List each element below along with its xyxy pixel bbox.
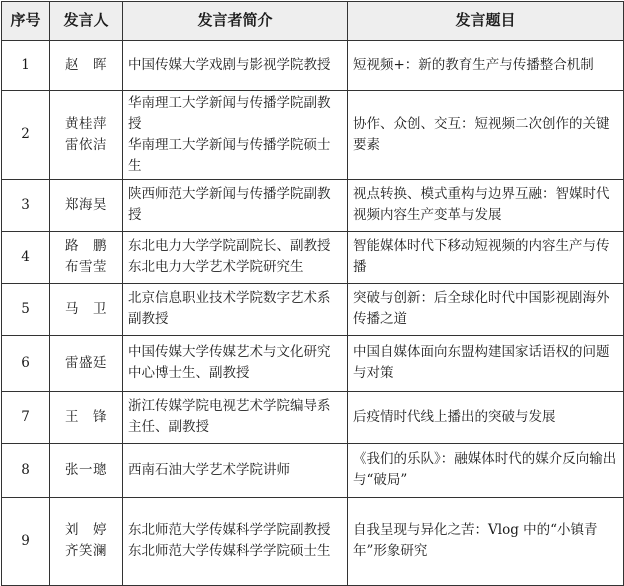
speaker-intro: 北京信息职业技术学院数字艺术系副教授: [128, 290, 331, 328]
intro-cell: [123, 91, 348, 180]
speaker-cell: [50, 179, 123, 231]
row-number: 7: [2, 391, 50, 443]
table-row: [2, 335, 624, 391]
row-number: 3: [2, 179, 50, 231]
header-intro: 发言者简介: [123, 2, 348, 41]
speaker-name: 雷盛廷: [65, 354, 107, 371]
speaker-cell: [50, 391, 123, 443]
topic-cell: 智能媒体时代下移动短视频的内容生产与传播: [348, 231, 624, 283]
topic-cell: 《我们的乐队》：融媒体时代的媒介反向输出与“破局”: [348, 443, 624, 497]
header-no: 序号: [2, 2, 50, 41]
topic-cell: 短视频+：新的教育生产与传播整合机制: [348, 41, 624, 91]
table-row: [2, 41, 624, 91]
speaker-intro: 华南理工大学新闻与传播学院副教授: [128, 95, 331, 132]
speaker-cell: [50, 335, 123, 391]
row-number: 9: [2, 497, 50, 585]
topic-cell: 协作、众创、交互：短视频二次创作的关键要素: [348, 91, 624, 180]
header-topic: 发言题目: [348, 2, 624, 41]
row-number: 1: [2, 41, 50, 91]
speaker-name: 张一璁: [65, 461, 107, 478]
speaker-cell: [50, 283, 123, 335]
speaker-cell: [50, 443, 123, 497]
speaker-name: 布雪莹: [65, 259, 107, 276]
intro-cell: [123, 443, 348, 497]
header-row: [2, 2, 624, 41]
row-number: 5: [2, 283, 50, 335]
topic-cell: 视点转换、模式重构与边界互融：智媒时代视频内容生产变革与发展: [348, 179, 624, 231]
row-number: 8: [2, 443, 50, 497]
speaker-intro: 东北师范大学传媒科学学院副教授: [128, 522, 331, 539]
speaker-intro: 浙江传媒学院电视艺术学院编导系主任、副教授: [128, 398, 331, 436]
speaker-name: 刘 婷: [65, 522, 107, 539]
speaker-intro: 东北电力大学艺术学院研究生: [128, 259, 304, 276]
row-number: 6: [2, 335, 50, 391]
table-row: [2, 179, 624, 231]
topic-cell: 后疫情时代线上播出的突破与发展: [348, 391, 624, 443]
speaker-name: 王 锋: [65, 408, 107, 425]
topic-cell: 突破与创新：后全球化时代中国影视剧海外传播之道: [348, 283, 624, 335]
table-row: [2, 443, 624, 497]
speaker-name: 马 卫: [65, 300, 107, 317]
speaker-cell: [50, 231, 123, 283]
speaker-intro: 华南理工大学新闻与传播学院硕士生: [128, 136, 331, 174]
row-number: 4: [2, 231, 50, 283]
intro-cell: [123, 41, 348, 91]
intro-cell: [123, 391, 348, 443]
table-row: [2, 231, 624, 283]
intro-cell: [123, 179, 348, 231]
intro-cell: [123, 231, 348, 283]
intro-cell: [123, 497, 348, 585]
row-number: 2: [2, 91, 50, 180]
table-row: [2, 497, 624, 585]
table-row: [2, 391, 624, 443]
speaker-name: 黄桂萍: [65, 115, 107, 132]
speaker-table: [1, 1, 624, 586]
speaker-cell: [50, 497, 123, 585]
speaker-name: 郑海昊: [65, 196, 107, 213]
intro-cell: [123, 283, 348, 335]
speaker-name: 赵 晖: [65, 57, 107, 74]
table-row: [2, 283, 624, 335]
speaker-name: 雷依洁: [65, 136, 107, 153]
speaker-name: 路 鹏: [65, 238, 107, 255]
intro-cell: [123, 335, 348, 391]
table-row: [2, 91, 624, 180]
speaker-cell: [50, 41, 123, 91]
speaker-intro: 西南石油大学艺术学院讲师: [128, 461, 290, 478]
speaker-intro: 陕西师范大学新闻与传播学院副教授: [128, 186, 331, 224]
speaker-name: 齐笑澜: [65, 543, 107, 560]
topic-cell: 自我呈现与异化之苦：Vlog 中的“小镇青年”形象研究: [348, 497, 624, 585]
topic-cell: 中国自媒体面向东盟构建国家话语权的问题与对策: [348, 335, 624, 391]
speaker-intro: 东北师范大学传媒科学学院硕士生: [128, 543, 331, 560]
speaker-intro: 中国传媒大学戏剧与影视学院教授: [128, 57, 331, 74]
speaker-cell: [50, 91, 123, 180]
speaker-intro: 中国传媒大学传媒艺术与文化研究中心博士生、副教授: [128, 344, 331, 382]
header-speaker: 发言人: [50, 2, 123, 41]
speaker-intro: 东北电力大学学院副院长、副教授: [128, 238, 331, 255]
